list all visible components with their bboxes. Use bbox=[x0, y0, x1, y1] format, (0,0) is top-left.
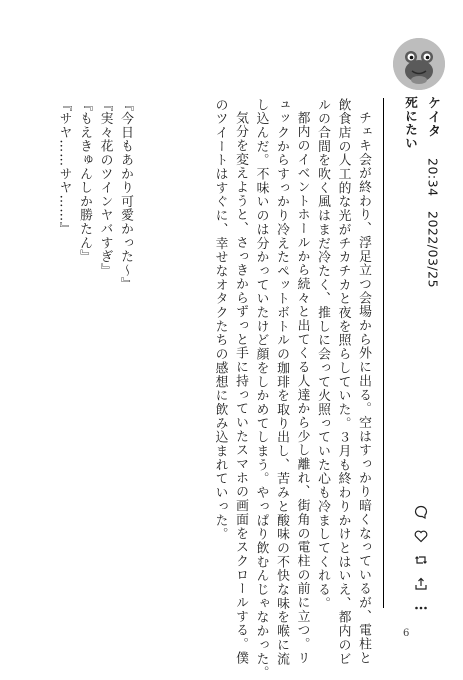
like-icon[interactable] bbox=[414, 529, 428, 543]
body-line: 飲食店の人工的な光がチカチカと夜を照らしていた。３月も終わりかけとはいえ、都内のビ bbox=[335, 98, 351, 666]
share-icon[interactable] bbox=[414, 577, 428, 591]
tweet-header bbox=[404, 96, 444, 426]
quoted-tweet: 『もえきゅんしか勝たん』 bbox=[77, 98, 92, 264]
avatar bbox=[393, 38, 445, 90]
user-name: ケイタ bbox=[425, 96, 440, 138]
quoted-tweet: 『実々花のツインヤバすぎ』 bbox=[97, 98, 113, 278]
tweet-time: 20:34 bbox=[425, 158, 441, 197]
body-line: 都内のイベントホールから続々と出てくる人達から少し離れ、街角の電柱の前に立つ。リ bbox=[294, 110, 310, 665]
body-line: し込んだ。不味いのは分かっていたけど顔をしかめてしまう。やっぱり飲むんじゃなかった。 bbox=[253, 98, 269, 680]
tweet-date: 2022/03/25 bbox=[425, 211, 441, 289]
quoted-tweet-list bbox=[53, 98, 135, 292]
quoted-tweet: 『サヤ……サヤ……』 bbox=[56, 98, 72, 236]
tweet-text: 死にたい bbox=[403, 96, 419, 150]
tweet-timestamp bbox=[426, 158, 439, 298]
body-line: ュックからすっかり冷えたペットボトルの珈琲を取り出し、苦みと酸味の不快な味を喉に流 bbox=[274, 98, 289, 666]
body-line: ルの合間を吹く風はまだ冷たく、推しに会って火照っていた心も冷ましてくれる。 bbox=[315, 98, 330, 611]
quoted-tweet: 『今日もあかり可愛かった〜』 bbox=[118, 98, 133, 292]
more-icon[interactable] bbox=[414, 601, 428, 615]
tweet-actions bbox=[410, 505, 432, 615]
page-number: 6 bbox=[403, 628, 410, 639]
body-line: 気分を変えようと、さっきからずっと手に持っていたスマホの画面をスクロールする。僕 bbox=[233, 110, 248, 665]
body-line: のツイートはすぐに、幸せなオタクたちの感想に飲み込まれていった。 bbox=[212, 98, 228, 542]
body-line: チェキ会が終わり、浮足立つ会場から外に出る。空はすっかり暗くなっているが、電柱と bbox=[356, 110, 371, 665]
frog-icon bbox=[393, 38, 445, 90]
retweet-icon[interactable] bbox=[414, 553, 428, 567]
body-text bbox=[209, 98, 373, 680]
reply-icon[interactable] bbox=[414, 505, 428, 519]
divider bbox=[383, 98, 384, 608]
